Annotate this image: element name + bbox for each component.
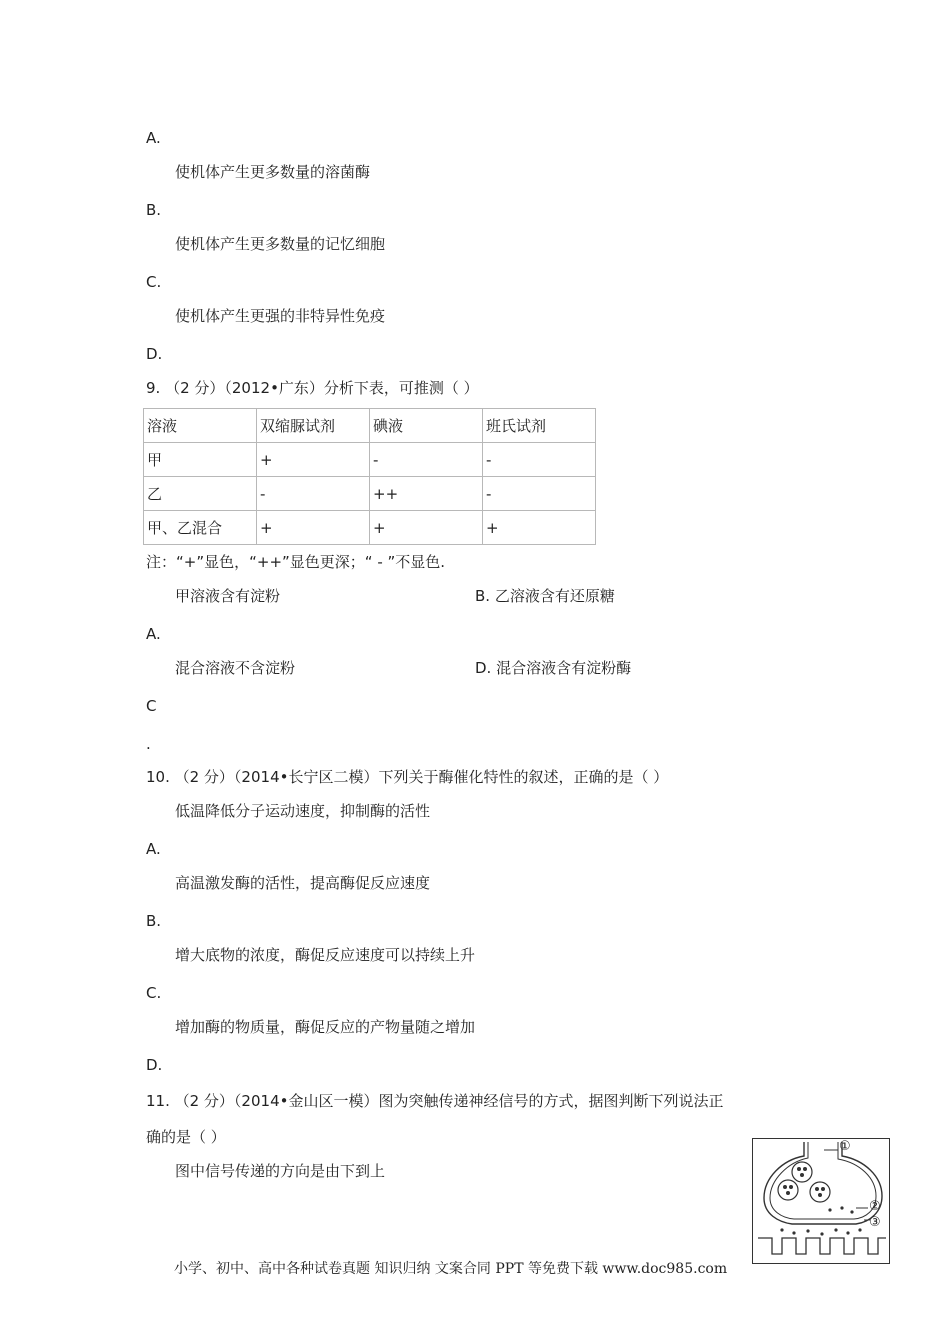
- table-cell: -: [483, 443, 596, 477]
- synapse-diagram: [752, 1138, 890, 1264]
- q9-option-c-letter: C: [146, 697, 157, 715]
- table-cell: +: [370, 511, 483, 545]
- table-cell: ++: [370, 477, 483, 511]
- vesicle: [778, 1180, 798, 1200]
- table-header-cell: 班氏试剂: [483, 409, 596, 443]
- vesicle: [792, 1162, 812, 1182]
- table-cell: 乙: [144, 477, 257, 511]
- q10-option-b-text: 高温激发酶的活性，提高酶促反应速度: [175, 874, 431, 892]
- figure-label-2: ②: [869, 1199, 881, 1214]
- table-cell: -: [257, 477, 370, 511]
- table-cell: +: [257, 511, 370, 545]
- postsynaptic-membrane: [758, 1238, 886, 1254]
- table-cell: +: [257, 443, 370, 477]
- table-header-cell: 碘液: [370, 409, 483, 443]
- q8-option-b-text: 使机体产生更多数量的记忆细胞: [175, 235, 386, 253]
- q9-dot: .: [146, 735, 151, 753]
- q9-option-c-text: 混合溶液不含淀粉: [175, 659, 296, 677]
- table-header-row: [144, 409, 596, 443]
- q8-option-b-letter: B.: [146, 201, 162, 219]
- q9-stem: 9. （2 分）（2012•广东）分析下表，可推测（ ）: [146, 379, 479, 397]
- q8-option-a-text: 使机体产生更多数量的溶菌酶: [175, 163, 371, 181]
- q11-stem-line2: 确的是（ ）: [146, 1128, 226, 1146]
- q9-option-a-text: 甲溶液含有淀粉: [175, 587, 281, 605]
- q9-table: [143, 408, 596, 545]
- q9-option-a-letter: A.: [146, 625, 161, 643]
- q9-option-b: B. 乙溶液含有还原糖: [475, 587, 615, 605]
- q11-option-a-text: 图中信号传递的方向是由下到上: [175, 1162, 386, 1180]
- q9-note: 注：“+”显色，“++”显色更深；“ - ”不显色.: [146, 553, 446, 571]
- table-cell: 甲: [144, 443, 257, 477]
- table-cell: 甲、乙混合: [144, 511, 257, 545]
- q10-option-d-letter: D.: [146, 1056, 163, 1074]
- q10-option-c-letter: C.: [146, 984, 162, 1002]
- table-row: [144, 477, 596, 511]
- q10-option-a-letter: A.: [146, 840, 161, 858]
- q10-option-a-text: 低温降低分子运动速度，抑制酶的活性: [175, 802, 431, 820]
- vesicle: [810, 1182, 830, 1202]
- table-cell: -: [483, 477, 596, 511]
- table-cell: +: [483, 511, 596, 545]
- q10-stem: 10. （2 分）（2014•长宁区二模）下列关于酶催化特性的叙述，正确的是（ ）: [146, 768, 669, 786]
- table-cell: -: [370, 443, 483, 477]
- footer: 小学、初中、高中各种试卷真题 知识归纳 文案合同 PPT 等免费下载 www.doc985.com: [174, 1261, 728, 1277]
- q8-option-d-letter: D.: [146, 345, 163, 363]
- table-header-cell: 溶液: [144, 409, 257, 443]
- q10-option-b-letter: B.: [146, 912, 162, 930]
- q9-option-d: D. 混合溶液含有淀粉酶: [475, 659, 632, 677]
- figure-label-1: ①: [839, 1139, 851, 1154]
- q10-option-c-text: 增大底物的浓度，酶促反应速度可以持续上升: [175, 946, 476, 964]
- q8-option-c-letter: C.: [146, 273, 162, 291]
- table-row: [144, 511, 596, 545]
- q10-option-d-text: 增加酶的物质量，酶促反应的产物量随之增加: [175, 1018, 476, 1036]
- figure-label-3: ③: [869, 1215, 881, 1230]
- table-row: [144, 443, 596, 477]
- q8-option-c-text: 使机体产生更强的非特异性免疫: [175, 307, 386, 325]
- q8-option-a-letter: A.: [146, 129, 161, 147]
- q11-stem-line1: 11. （2 分）（2014•金山区一模）图为突触传递神经信号的方式，据图判断下列说法正: [146, 1092, 724, 1110]
- table-header-cell: 双缩脲试剂: [257, 409, 370, 443]
